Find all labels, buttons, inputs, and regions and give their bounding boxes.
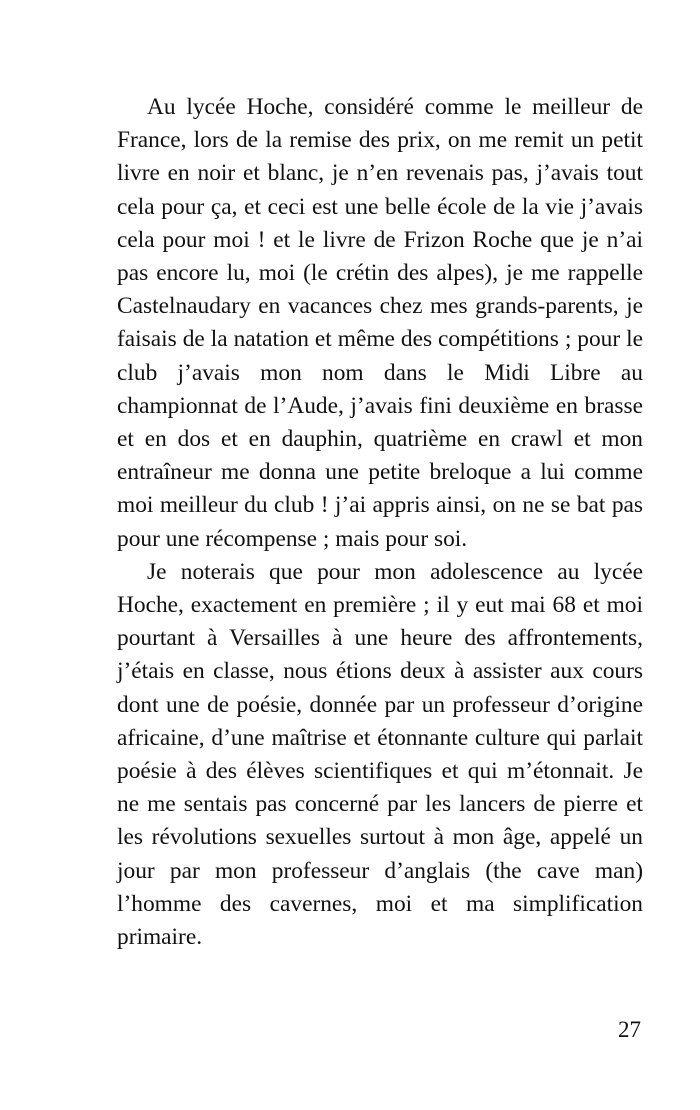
page-number: 27: [618, 1017, 641, 1042]
body-text: [117, 91, 643, 954]
paragraph-mai-68: Je noterais que pour mon adolescence au lycée Hoche, exactement en première ; il y eut mai 68 et moi pourtant à Versailles à une heure des affrontements, j’étais en classe, nous étions deux à assister aux cours dont une de poésie, donnée par un professeur d’origine africaine, d’une maîtrise et étonnante culture qui parlait poésie à des élèves scientifiques et qui m’étonnait. Je ne me sentais pas concerné par les lancers de pierre et les révolutions sexuelles surtout à mon âge, appelé un jour par mon professeur d’anglais (the cave man) l’homme des cavernes, moi et ma simplification primaire.: [117, 558, 643, 951]
paragraph-lycee-hoche-prize: Au lycée Hoche, considéré comme le meilleur de France, lors de la remise des prix, on me remit un petit livre en noir et blanc, je n’en revenais pas, j’avais tout cela pour ça, et ceci est une belle école de la vie j’avais cela pour moi ! et le livre de Frizon Roche que je n’ai pas encore lu, moi (le crétin des alpes), je me rappelle Castelnaudary en vacances chez mes grands-parents, je faisais de la natation et même des compétitions ; pour le club j’avais mon nom dans le Midi Libre au championnat de l’Aude, j’avais fini deuxième en brasse et en dos et en dauphin, quatrième en crawl et mon entraîneur me donna une petite breloque a lui comme moi meilleur du club ! j’ai appris ainsi, on ne se bat pas pour une récompense ; mais pour soi.: [117, 94, 643, 552]
